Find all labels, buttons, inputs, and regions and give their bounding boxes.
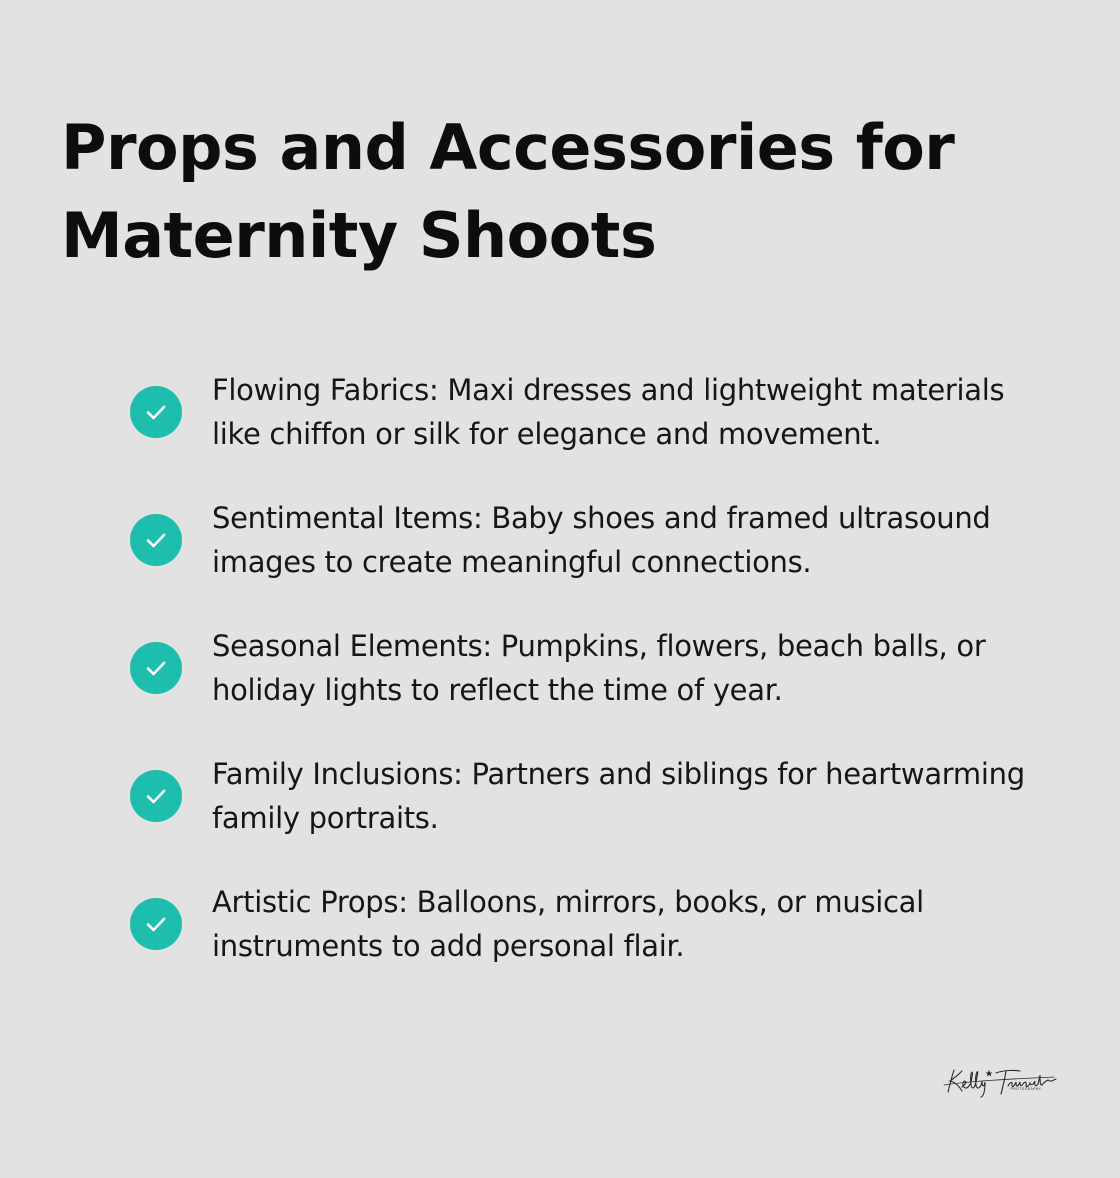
check-circle-icon [130,770,182,822]
list-item [130,496,1060,584]
signature-logo [940,1060,1058,1100]
list-item [130,368,1060,456]
list-item-text: Artistic Props: Balloons, mirrors, books, or musical instruments to add personal flair. [212,885,924,963]
list-item-text: Seasonal Elements: Pumpkins, flowers, beach balls, or holiday lights to reflect the time of year. [212,629,986,707]
check-circle-icon [130,642,182,694]
signature-subtitle: PHOTOGRAPHY [1010,1087,1042,1091]
list-item-text: Flowing Fabrics: Maxi dresses and lightweight materials like chiffon or silk for elegance and movement. [212,373,1005,451]
list-item [130,624,1060,712]
props-checklist [130,368,1060,1008]
list-item [130,880,1060,968]
list-item [130,752,1060,840]
list-item-text: Sentimental Items: Baby shoes and framed ultrasound images to create meaningful connections. [212,501,991,579]
check-circle-icon [130,514,182,566]
check-circle-icon [130,898,182,950]
check-circle-icon [130,386,182,438]
list-item-text: Family Inclusions: Partners and siblings for heartwarming family portraits. [212,757,1025,835]
page-title: Props and Accessories for Maternity Shoots [61,111,955,272]
